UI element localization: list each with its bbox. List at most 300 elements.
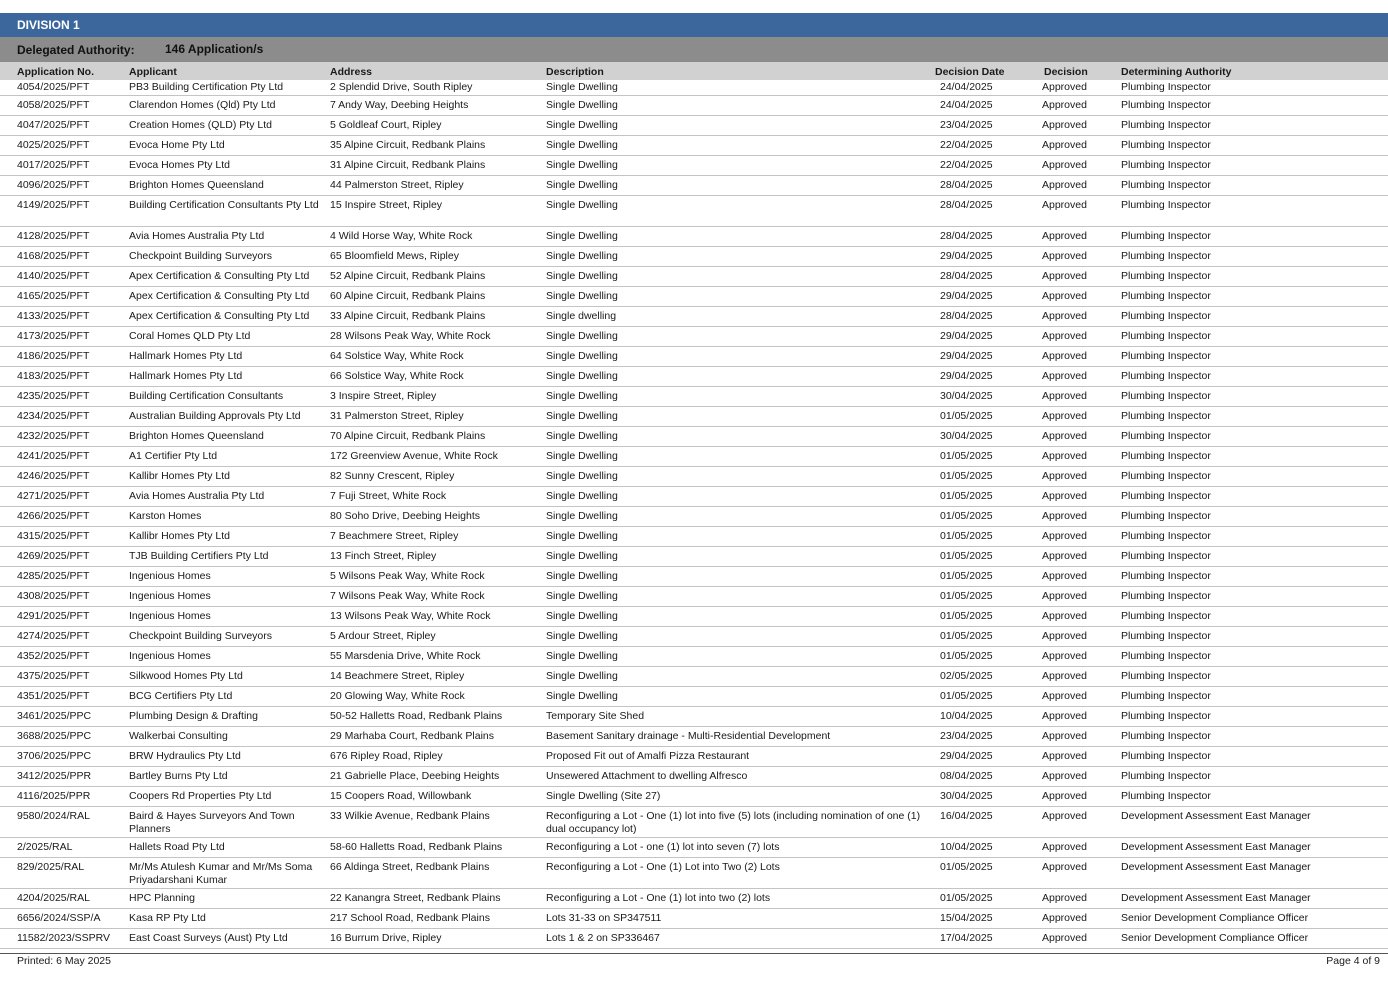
- cell-application-no: 4241/2025/PFT: [17, 450, 90, 462]
- cell-determining-authority: Plumbing Inspector: [1121, 179, 1211, 191]
- table-row: [0, 156, 1388, 176]
- table-row: [0, 838, 1388, 858]
- cell-decision: Approved: [1042, 370, 1087, 382]
- cell-address: 64 Solstice Way, White Rock: [330, 350, 464, 362]
- cell-determining-authority: Senior Development Compliance Officer: [1121, 932, 1309, 944]
- cell-determining-authority: Plumbing Inspector: [1121, 670, 1211, 682]
- cell-determining-authority: Plumbing Inspector: [1121, 430, 1211, 442]
- cell-address: 52 Alpine Circuit, Redbank Plains: [330, 270, 486, 282]
- cell-address: 5 Wilsons Peak Way, White Rock: [330, 570, 485, 582]
- cell-determining-authority: Plumbing Inspector: [1121, 590, 1211, 602]
- cell-determining-authority: Plumbing Inspector: [1121, 490, 1211, 502]
- application-count: 146 Application/s: [165, 42, 264, 56]
- cell-applicant: Kallibr Homes Pty Ltd: [129, 530, 230, 542]
- table-row: [0, 627, 1388, 647]
- cell-determining-authority: Plumbing Inspector: [1121, 119, 1211, 131]
- cell-address: 60 Alpine Circuit, Redbank Plains: [330, 290, 486, 302]
- cell-applicant: Brighton Homes Queensland: [129, 179, 264, 191]
- table-row: [0, 707, 1388, 727]
- cell-description: Reconfiguring a Lot - One (1) lot into five (5) lots (including nomination of one (1) dual occupancy lot): [546, 810, 921, 835]
- cell-applicant: Hallmark Homes Pty Ltd: [129, 350, 243, 362]
- delegated-authority-bar: [0, 37, 1388, 62]
- cell-decision-date: 30/04/2025: [940, 430, 993, 442]
- cell-application-no: 4235/2025/PFT: [17, 390, 90, 402]
- cell-description: Single Dwelling: [546, 630, 618, 642]
- cell-address: 29 Marhaba Court, Redbank Plains: [330, 730, 495, 742]
- cell-applicant: Hallmark Homes Pty Ltd: [129, 370, 243, 382]
- cell-decision-date: 22/04/2025: [940, 159, 993, 171]
- cell-description: Single Dwelling: [546, 350, 618, 362]
- table-row: [0, 367, 1388, 387]
- cell-decision-date: 28/04/2025: [940, 199, 993, 211]
- table-row: [0, 136, 1388, 156]
- cell-applicant: Creation Homes (QLD) Pty Ltd: [129, 119, 272, 131]
- cell-determining-authority: Plumbing Inspector: [1121, 470, 1211, 482]
- cell-application-no: 4308/2025/PFT: [17, 590, 90, 602]
- cell-address: 22 Kanangra Street, Redbank Plains: [330, 892, 501, 904]
- cell-address: 172 Greenview Avenue, White Rock: [330, 450, 498, 462]
- cell-address: 65 Bloomfield Mews, Ripley: [330, 250, 459, 262]
- cell-determining-authority: Plumbing Inspector: [1121, 750, 1211, 762]
- cell-address: 4 Wild Horse Way, White Rock: [330, 230, 473, 242]
- cell-description: Single Dwelling: [546, 370, 618, 382]
- cell-decision-date: 01/05/2025: [940, 470, 993, 482]
- cell-application-no: 4352/2025/PFT: [17, 650, 90, 662]
- cell-address: 44 Palmerston Street, Ripley: [330, 179, 464, 191]
- cell-applicant: Baird & Hayes Surveyors And Town Planners: [129, 810, 295, 835]
- cell-decision: Approved: [1042, 510, 1087, 522]
- cell-description: Single Dwelling: [546, 590, 618, 602]
- cell-determining-authority: Plumbing Inspector: [1121, 730, 1211, 742]
- cell-description: Single Dwelling: [546, 450, 618, 462]
- table-row: [0, 787, 1388, 807]
- cell-decision-date: 01/05/2025: [940, 861, 993, 873]
- cell-decision: Approved: [1042, 490, 1087, 502]
- cell-description: Single Dwelling: [546, 570, 618, 582]
- cell-address: 7 Wilsons Peak Way, White Rock: [330, 590, 485, 602]
- cell-description: Single Dwelling: [546, 470, 618, 482]
- cell-description: Lots 31-33 on SP347511: [546, 912, 662, 924]
- cell-application-no: 4047/2025/PFT: [17, 119, 90, 131]
- table-row: [0, 347, 1388, 367]
- cell-applicant: Clarendon Homes (Qld) Pty Ltd: [129, 99, 276, 111]
- cell-decision: Approved: [1042, 430, 1087, 442]
- cell-applicant: Ingenious Homes: [129, 590, 211, 602]
- cell-decision-date: 23/04/2025: [940, 119, 993, 131]
- table-row: [0, 727, 1388, 747]
- cell-decision-date: 29/04/2025: [940, 350, 993, 362]
- cell-description: Single Dwelling: [546, 139, 618, 151]
- cell-applicant: Karston Homes: [129, 510, 202, 522]
- cell-decision-date: 24/04/2025: [940, 99, 993, 111]
- table-row: [0, 507, 1388, 527]
- cell-decision: Approved: [1042, 119, 1087, 131]
- cell-application-no: 4234/2025/PFT: [17, 410, 90, 422]
- cell-decision: Approved: [1042, 410, 1087, 422]
- cell-applicant: Walkerbai Consulting: [129, 730, 228, 742]
- cell-applicant: Kasa RP Pty Ltd: [129, 912, 206, 924]
- cell-decision-date: 29/04/2025: [940, 330, 993, 342]
- cell-decision-date: 28/04/2025: [940, 179, 993, 191]
- cell-decision-date: 23/04/2025: [940, 730, 993, 742]
- cell-decision-date: 01/05/2025: [940, 550, 993, 562]
- cell-application-no: 11582/2023/SSPRV: [17, 932, 111, 944]
- table-row: [0, 647, 1388, 667]
- cell-address: 70 Alpine Circuit, Redbank Plains: [330, 430, 486, 442]
- cell-application-no: 4116/2025/PPR: [17, 790, 91, 802]
- cell-application-no: 3688/2025/PPC: [17, 730, 92, 742]
- cell-address: 14 Beachmere Street, Ripley: [330, 670, 465, 682]
- cell-decision: Approved: [1042, 610, 1087, 622]
- cell-description: Single Dwelling: [546, 530, 618, 542]
- cell-decision-date: 01/05/2025: [940, 510, 993, 522]
- cell-determining-authority: Plumbing Inspector: [1121, 270, 1211, 282]
- cell-application-no: 829/2025/RAL: [17, 861, 85, 873]
- cell-applicant: PB3 Building Certification Pty Ltd: [129, 81, 284, 93]
- cell-decision: Approved: [1042, 81, 1087, 93]
- table-row: [0, 929, 1388, 949]
- table-header: [0, 62, 1388, 80]
- page-number: Page 4 of 9: [1326, 955, 1380, 967]
- applications-table: [0, 80, 1388, 949]
- cell-applicant: A1 Certifier Pty Ltd: [129, 450, 218, 462]
- cell-applicant: Ingenious Homes: [129, 570, 211, 582]
- cell-decision-date: 28/04/2025: [940, 310, 993, 322]
- cell-determining-authority: Plumbing Inspector: [1121, 650, 1211, 662]
- cell-description: Single Dwelling: [546, 690, 618, 702]
- cell-application-no: 4054/2025/PFT: [17, 81, 90, 93]
- table-row: [0, 227, 1388, 247]
- cell-applicant: Avia Homes Australia Pty Ltd: [129, 230, 265, 242]
- table-row: [0, 196, 1388, 227]
- cell-address: 82 Sunny Crescent, Ripley: [330, 470, 455, 482]
- cell-decision: Approved: [1042, 159, 1087, 171]
- cell-application-no: 4183/2025/PFT: [17, 370, 90, 382]
- cell-description: Unsewered Attachment to dwelling Alfresco: [546, 770, 748, 782]
- cell-description: Reconfiguring a Lot - one (1) lot into seven (7) lots: [546, 841, 780, 853]
- cell-application-no: 4168/2025/PFT: [17, 250, 90, 262]
- cell-application-no: 4351/2025/PFT: [17, 690, 90, 702]
- cell-applicant: Australian Building Approvals Pty Ltd: [129, 410, 301, 422]
- cell-address: 13 Finch Street, Ripley: [330, 550, 437, 562]
- table-row: [0, 176, 1388, 196]
- cell-decision-date: 17/04/2025: [940, 932, 993, 944]
- cell-application-no: 4269/2025/PFT: [17, 550, 90, 562]
- cell-application-no: 4315/2025/PFT: [17, 530, 90, 542]
- cell-decision: Approved: [1042, 199, 1087, 211]
- cell-decision: Approved: [1042, 630, 1087, 642]
- table-row: [0, 547, 1388, 567]
- cell-application-no: 3706/2025/PPC: [17, 750, 92, 762]
- cell-decision-date: 01/05/2025: [940, 610, 993, 622]
- cell-determining-authority: Plumbing Inspector: [1121, 250, 1211, 262]
- table-row: [0, 327, 1388, 347]
- table-row: [0, 587, 1388, 607]
- cell-application-no: 4204/2025/RAL: [17, 892, 90, 904]
- cell-applicant: Evoca Homes Pty Ltd: [129, 159, 230, 171]
- cell-applicant: Ingenious Homes: [129, 610, 211, 622]
- cell-applicant: Silkwood Homes Pty Ltd: [129, 670, 243, 682]
- column-decision-date: Decision Date: [935, 66, 1005, 78]
- cell-decision: Approved: [1042, 690, 1087, 702]
- cell-decision-date: 01/05/2025: [940, 630, 993, 642]
- table-row: [0, 909, 1388, 929]
- cell-application-no: 4291/2025/PFT: [17, 610, 90, 622]
- cell-description: Single Dwelling: [546, 390, 618, 402]
- cell-description: Single Dwelling: [546, 610, 618, 622]
- cell-determining-authority: Plumbing Inspector: [1121, 450, 1211, 462]
- cell-application-no: 4246/2025/PFT: [17, 470, 90, 482]
- cell-description: Single Dwelling: [546, 119, 618, 131]
- cell-applicant: East Coast Surveys (Aust) Pty Ltd: [129, 932, 288, 944]
- cell-decision-date: 10/04/2025: [940, 841, 993, 853]
- table-row: [0, 96, 1388, 116]
- cell-decision-date: 29/04/2025: [940, 750, 993, 762]
- cell-applicant: Brighton Homes Queensland: [129, 430, 264, 442]
- cell-determining-authority: Plumbing Inspector: [1121, 770, 1211, 782]
- cell-description: Single Dwelling: [546, 290, 618, 302]
- cell-decision-date: 01/05/2025: [940, 450, 993, 462]
- cell-description: Single Dwelling: [546, 670, 618, 682]
- table-row: [0, 687, 1388, 707]
- cell-determining-authority: Development Assessment East Manager: [1121, 861, 1311, 873]
- cell-determining-authority: Plumbing Inspector: [1121, 570, 1211, 582]
- cell-determining-authority: Plumbing Inspector: [1121, 510, 1211, 522]
- cell-description: Single Dwelling: [546, 430, 618, 442]
- cell-decision: Approved: [1042, 530, 1087, 542]
- table-row: [0, 807, 1388, 838]
- cell-decision: Approved: [1042, 932, 1087, 944]
- cell-decision: Approved: [1042, 290, 1087, 302]
- cell-applicant: Apex Certification & Consulting Pty Ltd: [129, 270, 310, 282]
- cell-address: 50-52 Halletts Road, Redbank Plains: [330, 710, 503, 722]
- table-row: [0, 667, 1388, 687]
- cell-determining-authority: Plumbing Inspector: [1121, 370, 1211, 382]
- cell-description: Single Dwelling: [546, 99, 618, 111]
- cell-decision-date: 29/04/2025: [940, 290, 993, 302]
- cell-determining-authority: Plumbing Inspector: [1121, 350, 1211, 362]
- cell-determining-authority: Plumbing Inspector: [1121, 530, 1211, 542]
- table-row: [0, 387, 1388, 407]
- table-row: [0, 80, 1388, 96]
- cell-determining-authority: Plumbing Inspector: [1121, 550, 1211, 562]
- cell-applicant: TJB Building Certifiers Pty Ltd: [129, 550, 269, 562]
- cell-decision: Approved: [1042, 350, 1087, 362]
- cell-decision-date: 28/04/2025: [940, 270, 993, 282]
- cell-application-no: 4025/2025/PFT: [17, 139, 90, 151]
- cell-decision-date: 29/04/2025: [940, 250, 993, 262]
- cell-applicant: Checkpoint Building Surveyors: [129, 630, 272, 642]
- cell-address: 55 Marsdenia Drive, White Rock: [330, 650, 481, 662]
- cell-application-no: 4149/2025/PFT: [17, 199, 90, 211]
- cell-decision-date: 24/04/2025: [940, 81, 993, 93]
- cell-decision: Approved: [1042, 650, 1087, 662]
- cell-decision-date: 30/04/2025: [940, 790, 993, 802]
- cell-determining-authority: Plumbing Inspector: [1121, 81, 1211, 93]
- cell-decision-date: 15/04/2025: [940, 912, 993, 924]
- cell-description: Single Dwelling: [546, 250, 618, 262]
- cell-address: 15 Coopers Road, Willowbank: [330, 790, 472, 802]
- cell-decision: Approved: [1042, 450, 1087, 462]
- cell-address: 80 Soho Drive, Deebing Heights: [330, 510, 481, 522]
- cell-description: Lots 1 & 2 on SP336467: [546, 932, 660, 944]
- cell-address: 33 Alpine Circuit, Redbank Plains: [330, 310, 486, 322]
- cell-applicant: Apex Certification & Consulting Pty Ltd: [129, 290, 310, 302]
- cell-decision-date: 01/05/2025: [940, 530, 993, 542]
- cell-address: 2 Splendid Drive, South Ripley: [330, 81, 473, 93]
- cell-determining-authority: Plumbing Inspector: [1121, 790, 1211, 802]
- table-row: [0, 858, 1388, 889]
- cell-application-no: 4274/2025/PFT: [17, 630, 90, 642]
- cell-decision: Approved: [1042, 179, 1087, 191]
- cell-application-no: 3461/2025/PPC: [17, 710, 92, 722]
- table-row: [0, 889, 1388, 909]
- cell-decision-date: 01/05/2025: [940, 590, 993, 602]
- cell-decision: Approved: [1042, 330, 1087, 342]
- cell-decision: Approved: [1042, 892, 1087, 904]
- cell-description: Proposed Fit out of Amalfi Pizza Restaurant: [546, 750, 750, 762]
- cell-decision: Approved: [1042, 570, 1087, 582]
- cell-applicant: Hallets Road Pty Ltd: [129, 841, 225, 853]
- cell-address: 7 Andy Way, Deebing Heights: [330, 99, 469, 111]
- cell-determining-authority: Plumbing Inspector: [1121, 410, 1211, 422]
- column-applicant: Applicant: [129, 66, 177, 78]
- cell-applicant: HPC Planning: [129, 892, 195, 904]
- cell-determining-authority: Plumbing Inspector: [1121, 290, 1211, 302]
- cell-application-no: 4133/2025/PFT: [17, 310, 90, 322]
- cell-decision: Approved: [1042, 230, 1087, 242]
- delegated-authority-label: Delegated Authority:: [17, 43, 135, 57]
- cell-address: 35 Alpine Circuit, Redbank Plains: [330, 139, 486, 151]
- table-row: [0, 267, 1388, 287]
- cell-decision: Approved: [1042, 750, 1087, 762]
- cell-determining-authority: Development Assessment East Manager: [1121, 841, 1311, 853]
- table-row: [0, 607, 1388, 627]
- column-description: Description: [546, 66, 604, 78]
- column-decision: Decision: [1044, 66, 1088, 78]
- cell-application-no: 4140/2025/PFT: [17, 270, 90, 282]
- cell-application-no: 2/2025/RAL: [17, 841, 73, 853]
- cell-application-no: 4128/2025/PFT: [17, 230, 90, 242]
- cell-applicant: Checkpoint Building Surveyors: [129, 250, 272, 262]
- cell-decision: Approved: [1042, 470, 1087, 482]
- cell-decision-date: 01/05/2025: [940, 690, 993, 702]
- cell-applicant: Coral Homes QLD Pty Ltd: [129, 330, 251, 342]
- cell-determining-authority: Plumbing Inspector: [1121, 139, 1211, 151]
- cell-applicant: Apex Certification & Consulting Pty Ltd: [129, 310, 310, 322]
- column-address: Address: [330, 66, 373, 78]
- cell-determining-authority: Plumbing Inspector: [1121, 159, 1211, 171]
- cell-decision-date: 22/04/2025: [940, 139, 993, 151]
- cell-decision-date: 08/04/2025: [940, 770, 993, 782]
- cell-description: Single Dwelling: [546, 490, 618, 502]
- cell-address: 5 Ardour Street, Ripley: [330, 630, 436, 642]
- cell-decision-date: 10/04/2025: [940, 710, 993, 722]
- cell-application-no: 4173/2025/PFT: [17, 330, 90, 342]
- cell-application-no: 4096/2025/PFT: [17, 179, 90, 191]
- table-row: [0, 447, 1388, 467]
- cell-determining-authority: Development Assessment East Manager: [1121, 892, 1311, 904]
- cell-determining-authority: Plumbing Inspector: [1121, 330, 1211, 342]
- cell-determining-authority: Plumbing Inspector: [1121, 390, 1211, 402]
- cell-address: 217 School Road, Redbank Plains: [330, 912, 490, 924]
- cell-applicant: Mr/Ms Atulesh Kumar and Mr/Ms Soma Priyadarshani Kumar: [129, 861, 313, 886]
- cell-description: Single Dwelling: [546, 179, 618, 191]
- cell-determining-authority: Plumbing Inspector: [1121, 230, 1211, 242]
- cell-determining-authority: Plumbing Inspector: [1121, 630, 1211, 642]
- table-row: [0, 427, 1388, 447]
- cell-description: Single Dwelling: [546, 510, 618, 522]
- cell-decision-date: 30/04/2025: [940, 390, 993, 402]
- cell-application-no: 6656/2024/SSP/A: [17, 912, 101, 924]
- cell-determining-authority: Plumbing Inspector: [1121, 199, 1211, 211]
- cell-address: 5 Goldleaf Court, Ripley: [330, 119, 442, 131]
- cell-description: Single Dwelling: [546, 550, 618, 562]
- cell-decision-date: 02/05/2025: [940, 670, 993, 682]
- division-header: DIVISION 1: [0, 13, 1388, 37]
- cell-description: Single Dwelling: [546, 330, 618, 342]
- cell-applicant: Avia Homes Australia Pty Ltd: [129, 490, 265, 502]
- cell-decision: Approved: [1042, 861, 1087, 873]
- cell-decision-date: 28/04/2025: [940, 230, 993, 242]
- cell-description: Basement Sanitary drainage - Multi-Residential Development: [546, 730, 831, 742]
- cell-applicant: Building Certification Consultants: [129, 390, 284, 402]
- table-row: [0, 307, 1388, 327]
- cell-description: Single dwelling: [546, 310, 617, 322]
- cell-decision-date: 01/05/2025: [940, 892, 993, 904]
- cell-address: 28 Wilsons Peak Way, White Rock: [330, 330, 491, 342]
- cell-description: Single Dwelling: [546, 81, 618, 93]
- cell-address: 21 Gabrielle Place, Deebing Heights: [330, 770, 500, 782]
- table-row: [0, 247, 1388, 267]
- table-row: [0, 467, 1388, 487]
- cell-address: 3 Inspire Street, Ripley: [330, 390, 437, 402]
- cell-application-no: 4266/2025/PFT: [17, 510, 90, 522]
- table-row: [0, 116, 1388, 136]
- cell-description: Single Dwelling: [546, 410, 618, 422]
- cell-decision-date: 01/05/2025: [940, 570, 993, 582]
- column-determining-authority: Determining Authority: [1121, 66, 1232, 78]
- cell-address: 16 Burrum Drive, Ripley: [330, 932, 442, 944]
- cell-application-no: 4186/2025/PFT: [17, 350, 90, 362]
- cell-address: 20 Glowing Way, White Rock: [330, 690, 465, 702]
- cell-description: Single Dwelling: [546, 159, 618, 171]
- cell-address: 33 Wilkie Avenue, Redbank Plains: [330, 810, 490, 822]
- cell-description: Single Dwelling (Site 27): [546, 790, 661, 802]
- table-row: [0, 527, 1388, 547]
- cell-decision: Approved: [1042, 99, 1087, 111]
- cell-address: 58-60 Halletts Road, Redbank Plains: [330, 841, 503, 853]
- table-row: [0, 487, 1388, 507]
- cell-decision: Approved: [1042, 841, 1087, 853]
- cell-application-no: 4271/2025/PFT: [17, 490, 90, 502]
- cell-applicant: Ingenious Homes: [129, 650, 211, 662]
- cell-decision: Approved: [1042, 670, 1087, 682]
- cell-application-no: 4232/2025/PFT: [17, 430, 90, 442]
- table-row: [0, 407, 1388, 427]
- cell-application-no: 4285/2025/PFT: [17, 570, 90, 582]
- cell-address: 13 Wilsons Peak Way, White Rock: [330, 610, 491, 622]
- cell-determining-authority: Plumbing Inspector: [1121, 610, 1211, 622]
- cell-description: Reconfiguring a Lot - One (1) Lot into Two (2) Lots: [546, 861, 780, 873]
- cell-applicant: Building Certification Consultants Pty Ltd: [129, 199, 319, 211]
- table-row: [0, 747, 1388, 767]
- cell-decision: Approved: [1042, 770, 1087, 782]
- cell-applicant: Bartley Burns Pty Ltd: [129, 770, 228, 782]
- cell-determining-authority: Senior Development Compliance Officer: [1121, 912, 1309, 924]
- cell-address: 676 Ripley Road, Ripley: [330, 750, 443, 762]
- cell-description: Single Dwelling: [546, 650, 618, 662]
